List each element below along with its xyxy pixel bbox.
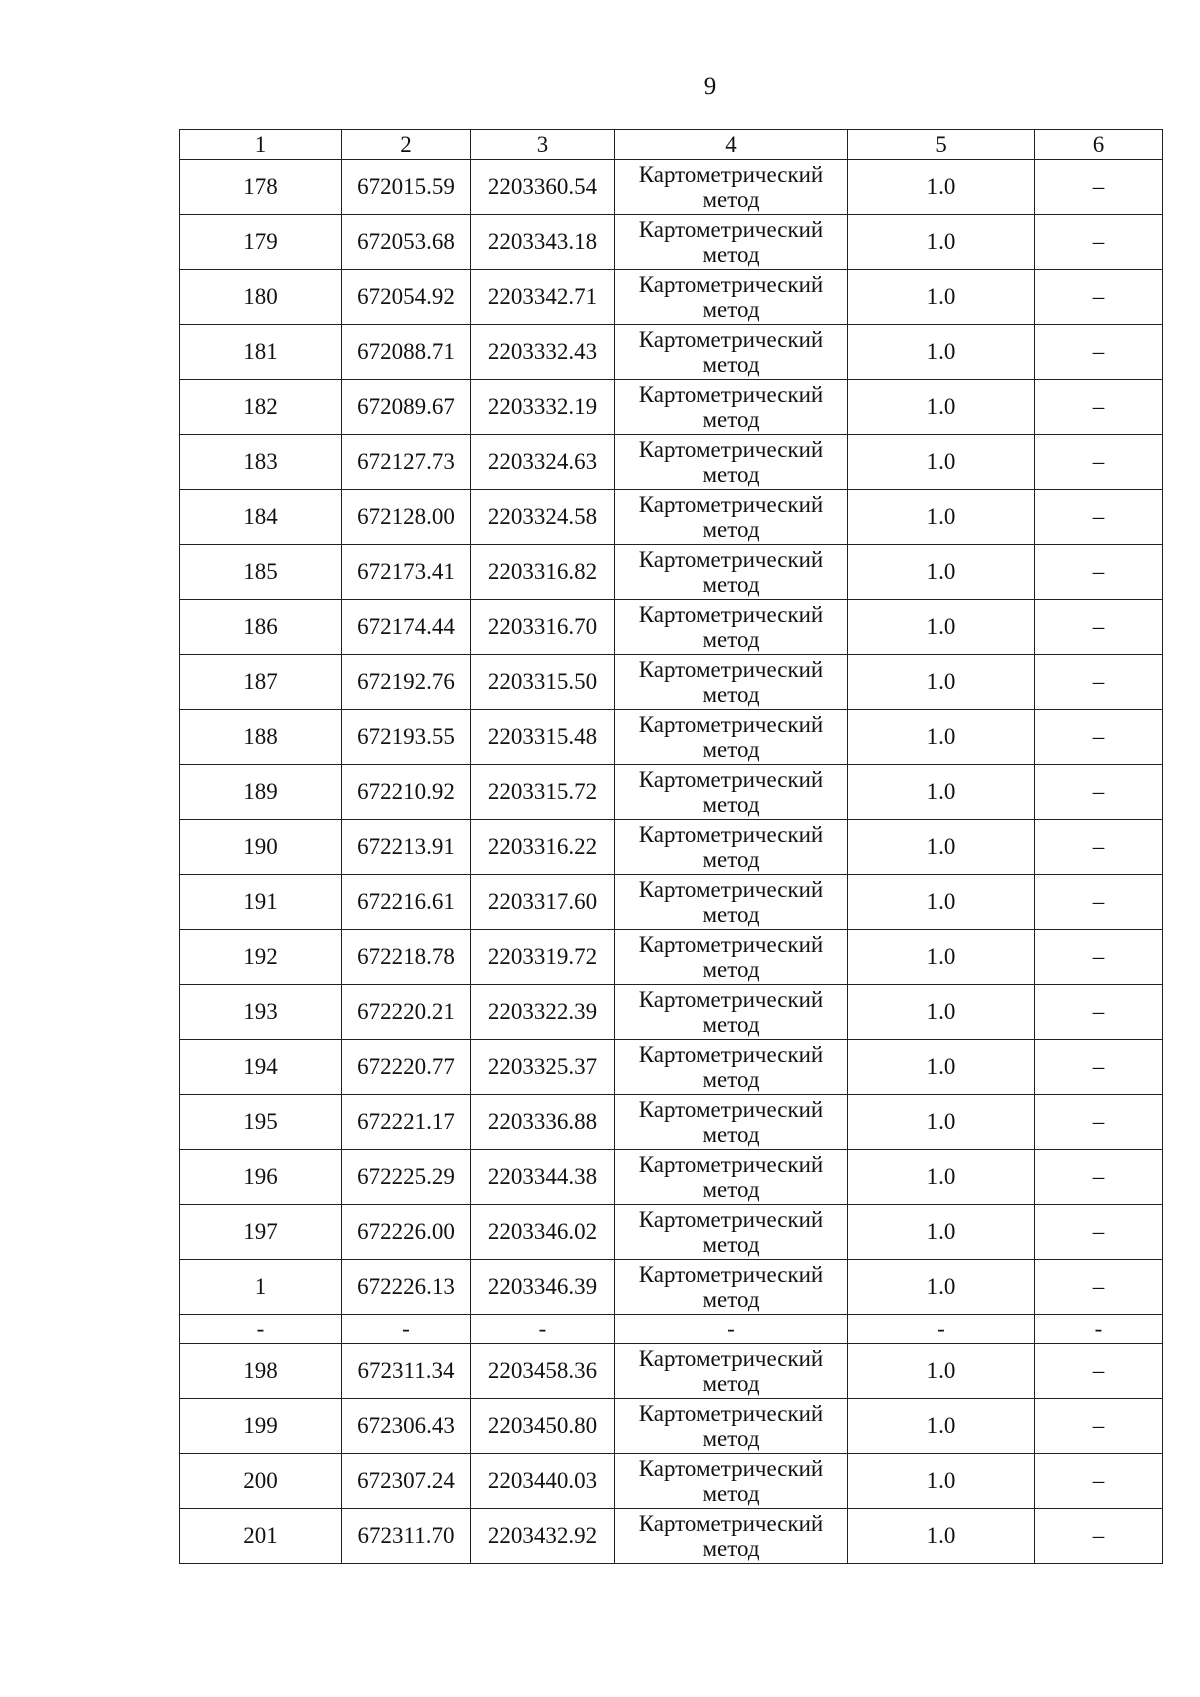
method-line-2: метод xyxy=(702,517,760,542)
method-line-1: Картометрический xyxy=(638,547,824,572)
table-row xyxy=(180,930,1163,985)
table-row xyxy=(180,270,1163,325)
method-line-2: метод xyxy=(702,1067,760,1092)
x-coordinate-cell: 672220.21 xyxy=(342,985,471,1040)
note-cell: – xyxy=(1035,435,1163,490)
note-cell: – xyxy=(1035,930,1163,985)
method-line-2: метод xyxy=(702,1426,760,1451)
accuracy-cell: 1.0 xyxy=(848,380,1035,435)
y-coordinate-cell: 2203317.60 xyxy=(471,875,615,930)
accuracy-cell: 1.0 xyxy=(848,160,1035,215)
method-cell xyxy=(615,1150,848,1205)
table-row xyxy=(180,545,1163,600)
method-cell xyxy=(615,1260,848,1315)
x-coordinate-cell: 672193.55 xyxy=(342,710,471,765)
accuracy-cell: 1.0 xyxy=(848,1509,1035,1564)
point-number-cell: 185 xyxy=(180,545,342,600)
accuracy-cell: 1.0 xyxy=(848,655,1035,710)
separator-cell: - xyxy=(615,1315,848,1344)
y-coordinate-cell: 2203316.22 xyxy=(471,820,615,875)
table-row xyxy=(180,600,1163,655)
method-line-2: метод xyxy=(702,1012,760,1037)
note-cell: – xyxy=(1035,215,1163,270)
y-coordinate-cell: 2203342.71 xyxy=(471,270,615,325)
method-line-1: Картометрический xyxy=(638,1042,824,1067)
x-coordinate-cell: 672053.68 xyxy=(342,215,471,270)
method-line-1: Картометрический xyxy=(638,327,824,352)
accuracy-cell: 1.0 xyxy=(848,1344,1035,1399)
method-line-1: Картометрический xyxy=(638,767,824,792)
header-cell: 4 xyxy=(615,130,848,160)
method-line-2: метод xyxy=(702,1536,760,1561)
table-row xyxy=(180,1040,1163,1095)
note-cell: – xyxy=(1035,875,1163,930)
x-coordinate-cell: 672192.76 xyxy=(342,655,471,710)
y-coordinate-cell: 2203319.72 xyxy=(471,930,615,985)
method-cell xyxy=(615,765,848,820)
note-cell: – xyxy=(1035,820,1163,875)
method-cell xyxy=(615,1454,848,1509)
accuracy-cell: 1.0 xyxy=(848,1040,1035,1095)
x-coordinate-cell: 672311.34 xyxy=(342,1344,471,1399)
separator-cell: - xyxy=(1035,1315,1163,1344)
x-coordinate-cell: 672054.92 xyxy=(342,270,471,325)
x-coordinate-cell: 672225.29 xyxy=(342,1150,471,1205)
point-number-cell: 198 xyxy=(180,1344,342,1399)
point-number-cell: 182 xyxy=(180,380,342,435)
x-coordinate-cell: 672220.77 xyxy=(342,1040,471,1095)
point-number-cell: 183 xyxy=(180,435,342,490)
x-coordinate-cell: 672306.43 xyxy=(342,1399,471,1454)
method-line-1: Картометрический xyxy=(638,932,824,957)
method-cell xyxy=(615,1205,848,1260)
method-line-1: Картометрический xyxy=(638,217,824,242)
table-row xyxy=(180,985,1163,1040)
note-cell: – xyxy=(1035,270,1163,325)
x-coordinate-cell: 672210.92 xyxy=(342,765,471,820)
table-row xyxy=(180,1454,1163,1509)
note-cell: – xyxy=(1035,765,1163,820)
method-cell xyxy=(615,545,848,600)
y-coordinate-cell: 2203360.54 xyxy=(471,160,615,215)
point-number-cell: 189 xyxy=(180,765,342,820)
point-number-cell: 187 xyxy=(180,655,342,710)
method-line-2: метод xyxy=(702,1287,760,1312)
y-coordinate-cell: 2203344.38 xyxy=(471,1150,615,1205)
note-cell: – xyxy=(1035,600,1163,655)
method-line-1: Картометрический xyxy=(638,987,824,1012)
method-line-1: Картометрический xyxy=(638,1097,824,1122)
separator-cell: - xyxy=(180,1315,342,1344)
table-row xyxy=(180,215,1163,270)
method-line-1: Картометрический xyxy=(638,162,824,187)
x-coordinate-cell: 672213.91 xyxy=(342,820,471,875)
note-cell: – xyxy=(1035,160,1163,215)
note-cell: – xyxy=(1035,545,1163,600)
x-coordinate-cell: 672089.67 xyxy=(342,380,471,435)
table-row xyxy=(180,1095,1163,1150)
note-cell: – xyxy=(1035,380,1163,435)
x-coordinate-cell: 672015.59 xyxy=(342,160,471,215)
y-coordinate-cell: 2203458.36 xyxy=(471,1344,615,1399)
table-row xyxy=(180,710,1163,765)
method-cell xyxy=(615,325,848,380)
method-line-2: метод xyxy=(702,242,760,267)
accuracy-cell: 1.0 xyxy=(848,215,1035,270)
method-line-1: Картометрический xyxy=(638,1207,824,1232)
y-coordinate-cell: 2203316.82 xyxy=(471,545,615,600)
note-cell: – xyxy=(1035,1205,1163,1260)
method-line-2: метод xyxy=(702,1232,760,1257)
accuracy-cell: 1.0 xyxy=(848,600,1035,655)
table-row xyxy=(180,655,1163,710)
method-line-1: Картометрический xyxy=(638,272,824,297)
point-number-cell: 190 xyxy=(180,820,342,875)
method-cell xyxy=(615,435,848,490)
point-number-cell: 201 xyxy=(180,1509,342,1564)
header-cell: 6 xyxy=(1035,130,1163,160)
method-line-2: метод xyxy=(702,1177,760,1202)
method-cell xyxy=(615,1509,848,1564)
note-cell: – xyxy=(1035,710,1163,765)
y-coordinate-cell: 2203324.58 xyxy=(471,490,615,545)
note-cell: – xyxy=(1035,490,1163,545)
method-line-1: Картометрический xyxy=(638,1456,824,1481)
note-cell: – xyxy=(1035,1344,1163,1399)
accuracy-cell: 1.0 xyxy=(848,1399,1035,1454)
table-row xyxy=(180,160,1163,215)
accuracy-cell: 1.0 xyxy=(848,875,1035,930)
point-number-cell: 199 xyxy=(180,1399,342,1454)
y-coordinate-cell: 2203346.39 xyxy=(471,1260,615,1315)
y-coordinate-cell: 2203432.92 xyxy=(471,1509,615,1564)
accuracy-cell: 1.0 xyxy=(848,1260,1035,1315)
accuracy-cell: 1.0 xyxy=(848,765,1035,820)
point-number-cell: 195 xyxy=(180,1095,342,1150)
method-line-2: метод xyxy=(702,1122,760,1147)
method-cell xyxy=(615,710,848,765)
x-coordinate-cell: 672128.00 xyxy=(342,490,471,545)
y-coordinate-cell: 2203343.18 xyxy=(471,215,615,270)
note-cell: – xyxy=(1035,1150,1163,1205)
note-cell: – xyxy=(1035,1399,1163,1454)
method-cell xyxy=(615,600,848,655)
x-coordinate-cell: 672221.17 xyxy=(342,1095,471,1150)
method-cell xyxy=(615,160,848,215)
y-coordinate-cell: 2203346.02 xyxy=(471,1205,615,1260)
page-number: 9 xyxy=(703,73,717,100)
y-coordinate-cell: 2203336.88 xyxy=(471,1095,615,1150)
x-coordinate-cell: 672226.00 xyxy=(342,1205,471,1260)
method-line-2: метод xyxy=(702,737,760,762)
point-number-cell: 179 xyxy=(180,215,342,270)
table-row xyxy=(180,875,1163,930)
point-number-cell: 191 xyxy=(180,875,342,930)
method-line-1: Картометрический xyxy=(638,1152,824,1177)
point-number-cell: 192 xyxy=(180,930,342,985)
method-line-1: Картометрический xyxy=(638,492,824,517)
point-number-cell: 180 xyxy=(180,270,342,325)
accuracy-cell: 1.0 xyxy=(848,435,1035,490)
y-coordinate-cell: 2203332.43 xyxy=(471,325,615,380)
method-line-1: Картометрический xyxy=(638,1262,824,1287)
header-cell: 2 xyxy=(342,130,471,160)
method-cell xyxy=(615,820,848,875)
x-coordinate-cell: 672218.78 xyxy=(342,930,471,985)
accuracy-cell: 1.0 xyxy=(848,1095,1035,1150)
note-cell: – xyxy=(1035,655,1163,710)
method-line-2: метод xyxy=(702,902,760,927)
method-line-1: Картометрический xyxy=(638,382,824,407)
accuracy-cell: 1.0 xyxy=(848,545,1035,600)
x-coordinate-cell: 672127.73 xyxy=(342,435,471,490)
method-cell xyxy=(615,875,848,930)
separator-row xyxy=(180,1315,1163,1344)
accuracy-cell: 1.0 xyxy=(848,930,1035,985)
method-line-1: Картометрический xyxy=(638,712,824,737)
accuracy-cell: 1.0 xyxy=(848,1205,1035,1260)
point-number-cell: 1 xyxy=(180,1260,342,1315)
method-line-2: метод xyxy=(702,572,760,597)
method-cell xyxy=(615,1040,848,1095)
table-row xyxy=(180,1150,1163,1205)
y-coordinate-cell: 2203332.19 xyxy=(471,380,615,435)
accuracy-cell: 1.0 xyxy=(848,490,1035,545)
table-row xyxy=(180,1205,1163,1260)
method-line-2: метод xyxy=(702,682,760,707)
method-cell xyxy=(615,215,848,270)
method-line-1: Картометрический xyxy=(638,437,824,462)
point-number-cell: 186 xyxy=(180,600,342,655)
method-line-2: метод xyxy=(702,792,760,817)
point-number-cell: 200 xyxy=(180,1454,342,1509)
table-row xyxy=(180,435,1163,490)
method-cell xyxy=(615,270,848,325)
accuracy-cell: 1.0 xyxy=(848,325,1035,380)
method-line-1: Картометрический xyxy=(638,1401,824,1426)
table-header-row xyxy=(180,130,1163,160)
method-line-1: Картометрический xyxy=(638,602,824,627)
note-cell: – xyxy=(1035,1454,1163,1509)
table-row xyxy=(180,1399,1163,1454)
y-coordinate-cell: 2203315.50 xyxy=(471,655,615,710)
table-row xyxy=(180,820,1163,875)
method-line-2: метод xyxy=(702,1481,760,1506)
method-line-2: метод xyxy=(702,187,760,212)
method-line-2: метод xyxy=(702,297,760,322)
method-line-2: метод xyxy=(702,957,760,982)
method-cell xyxy=(615,1344,848,1399)
x-coordinate-cell: 672173.41 xyxy=(342,545,471,600)
separator-cell: - xyxy=(848,1315,1035,1344)
table-body xyxy=(180,130,1163,1564)
table-row xyxy=(180,380,1163,435)
header-cell: 1 xyxy=(180,130,342,160)
accuracy-cell: 1.0 xyxy=(848,1150,1035,1205)
x-coordinate-cell: 672307.24 xyxy=(342,1454,471,1509)
accuracy-cell: 1.0 xyxy=(848,985,1035,1040)
point-number-cell: 178 xyxy=(180,160,342,215)
table-row xyxy=(180,1344,1163,1399)
point-number-cell: 188 xyxy=(180,710,342,765)
x-coordinate-cell: 672174.44 xyxy=(342,600,471,655)
y-coordinate-cell: 2203322.39 xyxy=(471,985,615,1040)
method-line-2: метод xyxy=(702,352,760,377)
note-cell: – xyxy=(1035,1509,1163,1564)
point-number-cell: 184 xyxy=(180,490,342,545)
method-line-1: Картометрический xyxy=(638,877,824,902)
method-line-1: Картометрический xyxy=(638,822,824,847)
y-coordinate-cell: 2203440.03 xyxy=(471,1454,615,1509)
accuracy-cell: 1.0 xyxy=(848,820,1035,875)
y-coordinate-cell: 2203315.72 xyxy=(471,765,615,820)
separator-cell: - xyxy=(471,1315,615,1344)
accuracy-cell: 1.0 xyxy=(848,710,1035,765)
table-row xyxy=(180,490,1163,545)
x-coordinate-cell: 672088.71 xyxy=(342,325,471,380)
x-coordinate-cell: 672311.70 xyxy=(342,1509,471,1564)
x-coordinate-cell: 672226.13 xyxy=(342,1260,471,1315)
method-line-2: метод xyxy=(702,627,760,652)
x-coordinate-cell: 672216.61 xyxy=(342,875,471,930)
y-coordinate-cell: 2203315.48 xyxy=(471,710,615,765)
method-cell xyxy=(615,985,848,1040)
separator-cell: - xyxy=(342,1315,471,1344)
point-number-cell: 193 xyxy=(180,985,342,1040)
point-number-cell: 196 xyxy=(180,1150,342,1205)
coordinates-table xyxy=(179,129,1163,1564)
note-cell: – xyxy=(1035,1040,1163,1095)
method-cell xyxy=(615,490,848,545)
table-row xyxy=(180,1509,1163,1564)
method-line-2: метод xyxy=(702,847,760,872)
method-line-2: метод xyxy=(702,407,760,432)
method-line-1: Картометрический xyxy=(638,1346,824,1371)
method-cell xyxy=(615,1399,848,1454)
note-cell: – xyxy=(1035,1260,1163,1315)
method-line-2: метод xyxy=(702,462,760,487)
y-coordinate-cell: 2203325.37 xyxy=(471,1040,615,1095)
y-coordinate-cell: 2203324.63 xyxy=(471,435,615,490)
method-line-1: Картометрический xyxy=(638,1511,824,1536)
point-number-cell: 194 xyxy=(180,1040,342,1095)
method-cell xyxy=(615,1095,848,1150)
note-cell: – xyxy=(1035,325,1163,380)
table-row xyxy=(180,1260,1163,1315)
method-cell xyxy=(615,930,848,985)
method-line-1: Картометрический xyxy=(638,657,824,682)
point-number-cell: 181 xyxy=(180,325,342,380)
method-cell xyxy=(615,380,848,435)
table-row xyxy=(180,765,1163,820)
note-cell: – xyxy=(1035,985,1163,1040)
y-coordinate-cell: 2203316.70 xyxy=(471,600,615,655)
point-number-cell: 197 xyxy=(180,1205,342,1260)
y-coordinate-cell: 2203450.80 xyxy=(471,1399,615,1454)
table-row xyxy=(180,325,1163,380)
header-cell: 5 xyxy=(848,130,1035,160)
note-cell: – xyxy=(1035,1095,1163,1150)
method-line-2: метод xyxy=(702,1371,760,1396)
accuracy-cell: 1.0 xyxy=(848,270,1035,325)
method-cell xyxy=(615,655,848,710)
header-cell: 3 xyxy=(471,130,615,160)
accuracy-cell: 1.0 xyxy=(848,1454,1035,1509)
